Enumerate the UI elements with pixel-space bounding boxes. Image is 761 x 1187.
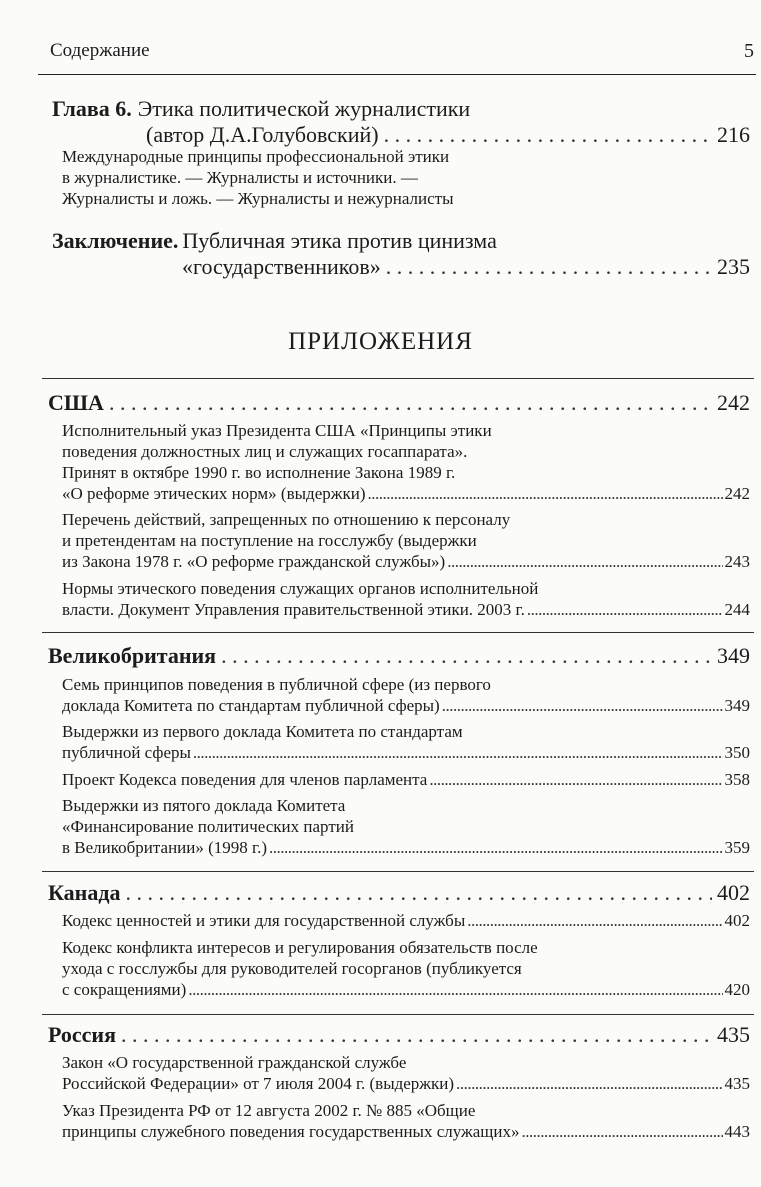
conclusion-page: 235	[717, 254, 750, 279]
section-usa[interactable]	[48, 390, 750, 416]
item-line: Принят в октябре 1990 г. во исполнение Закона 1989 г.	[62, 463, 456, 482]
item-page: 358	[724, 770, 750, 789]
chapter6-label: Глава 6.	[52, 96, 132, 121]
item-line: Выдержки из первого доклада Комитета по стандартам	[62, 722, 463, 741]
leader-dots	[368, 484, 723, 504]
leader-dots	[269, 838, 723, 858]
leader-dots	[467, 911, 722, 931]
item-page: 350	[724, 743, 750, 762]
leader-dots	[125, 880, 712, 906]
item-page: 402	[724, 911, 750, 930]
chapter6-sub-1: Международные принципы профессиональной этики	[62, 147, 450, 166]
toc-item[interactable]	[62, 484, 750, 504]
section-divider	[42, 1014, 754, 1015]
item-page: 244	[724, 600, 750, 619]
chapter6-sub-3: Журналисты и ложь. — Журналисты и нежурналисты	[62, 189, 454, 208]
item-line: Закон «О государственной гражданской службе	[62, 1053, 407, 1072]
item-title: принципы служебного поведения государственных служащих»	[62, 1122, 520, 1141]
item-page: 443	[724, 1122, 750, 1141]
toc-item[interactable]	[62, 1074, 750, 1094]
item-title: «О реформе этических норм» (выдержки)	[62, 484, 366, 503]
item-line: Семь принципов поведения в публичной сфере (из первого	[62, 675, 491, 694]
toc-item[interactable]	[62, 980, 750, 1000]
conclusion-title: Публичная этика против цинизма	[182, 228, 497, 253]
leader-dots	[522, 1122, 723, 1142]
item-line: Исполнительный указ Президента США «Принципы этики	[62, 421, 492, 440]
section-page: 242	[717, 390, 750, 415]
toc-item[interactable]	[62, 911, 750, 931]
item-page: 243	[724, 552, 750, 571]
leader-dots	[447, 552, 722, 572]
section-page: 435	[717, 1022, 750, 1047]
conclusion-entry[interactable]	[182, 254, 750, 280]
item-line: Выдержки из пятого доклада Комитета	[62, 796, 346, 815]
leader-dots	[193, 743, 723, 763]
item-title: Проект Кодекса поведения для членов парламента	[62, 770, 428, 789]
appendix-heading: ПРИЛОЖЕНИЯ	[288, 328, 473, 355]
item-page: 420	[724, 980, 750, 999]
running-header	[38, 38, 756, 75]
leader-dots	[188, 980, 722, 1000]
conclusion-title-line1	[52, 228, 497, 254]
section-canada[interactable]	[48, 880, 750, 906]
section-title: Великобритания	[48, 643, 217, 668]
item-title: в Великобритании» (1998 г.)	[62, 838, 267, 857]
section-title: США	[48, 390, 104, 415]
toc-item[interactable]	[62, 770, 750, 790]
leader-dots	[456, 1074, 722, 1094]
toc-item[interactable]	[62, 1122, 750, 1142]
chapter6-title: Этика политической журналистики	[137, 96, 471, 121]
leader-dots	[109, 390, 712, 416]
chapter6-page: 216	[717, 122, 750, 147]
chapter6-author: (автор Д.А.Голубовский)	[146, 122, 379, 147]
item-page: 349	[724, 696, 750, 715]
conclusion-subtitle: «государственников»	[182, 254, 381, 279]
chapter6-sub-2: в журналистике. — Журналисты и источники. —	[62, 168, 418, 187]
item-line: Нормы этического поведения служащих органов исполнительной	[62, 579, 539, 598]
item-title: Российской Федерации» от 7 июля 2004 г. (выдержки)	[62, 1074, 455, 1093]
header-title: Содержание	[50, 40, 150, 61]
item-line: Перечень действий, запрещенных по отношению к персоналу	[62, 510, 511, 529]
section-russia[interactable]	[48, 1022, 750, 1048]
item-title: доклада Комитета по стандартам публичной сферы)	[62, 696, 440, 715]
section-page: 349	[717, 643, 750, 668]
item-title: Кодекс ценностей и этики для государственной службы	[62, 911, 466, 930]
item-page: 359	[724, 838, 750, 857]
toc-item[interactable]	[62, 552, 750, 572]
leader-dots	[527, 600, 723, 620]
section-uk[interactable]	[48, 643, 750, 669]
item-line: «Финансирование политических партий	[62, 817, 354, 836]
section-divider	[42, 871, 754, 872]
leader-dots	[386, 254, 712, 280]
item-line: Кодекс конфликта интересов и регулирования обязательств после	[62, 938, 538, 957]
item-page: 242	[724, 484, 750, 503]
toc-item[interactable]	[62, 600, 750, 620]
item-line: Указ Президента РФ от 12 августа 2002 г. № 885 «Общие	[62, 1101, 476, 1120]
item-title: из Закона 1978 г. «О реформе гражданской службы»)	[62, 552, 446, 571]
header-page-number: 5	[744, 40, 754, 62]
item-title: власти. Документ Управления правительственной этики. 2003 г.	[62, 600, 525, 619]
toc-item[interactable]	[62, 743, 750, 763]
section-page: 402	[717, 880, 750, 905]
chapter6-title-line1	[52, 96, 470, 122]
toc-item[interactable]	[62, 696, 750, 716]
chapter6-entry[interactable]	[146, 122, 750, 148]
section-title: Россия	[48, 1022, 116, 1047]
item-page: 435	[724, 1074, 750, 1093]
leader-dots	[121, 1022, 712, 1048]
section-divider	[42, 378, 754, 379]
section-title: Канада	[48, 880, 121, 905]
item-line: и претендентам на поступление на госслужбу (выдержки	[62, 531, 477, 550]
item-title: публичной сферы	[62, 743, 191, 762]
item-line: ухода с госслужбы для руководителей госорганов (публикуется	[62, 959, 522, 978]
toc-item[interactable]	[62, 838, 750, 858]
leader-dots	[384, 122, 712, 148]
conclusion-label: Заключение.	[52, 228, 179, 253]
section-divider	[42, 632, 754, 633]
item-title: с сокращениями)	[62, 980, 187, 999]
item-line: поведения должностных лиц и служащих госаппарата».	[62, 442, 468, 461]
leader-dots	[221, 643, 712, 669]
leader-dots	[429, 770, 722, 790]
leader-dots	[442, 696, 723, 716]
